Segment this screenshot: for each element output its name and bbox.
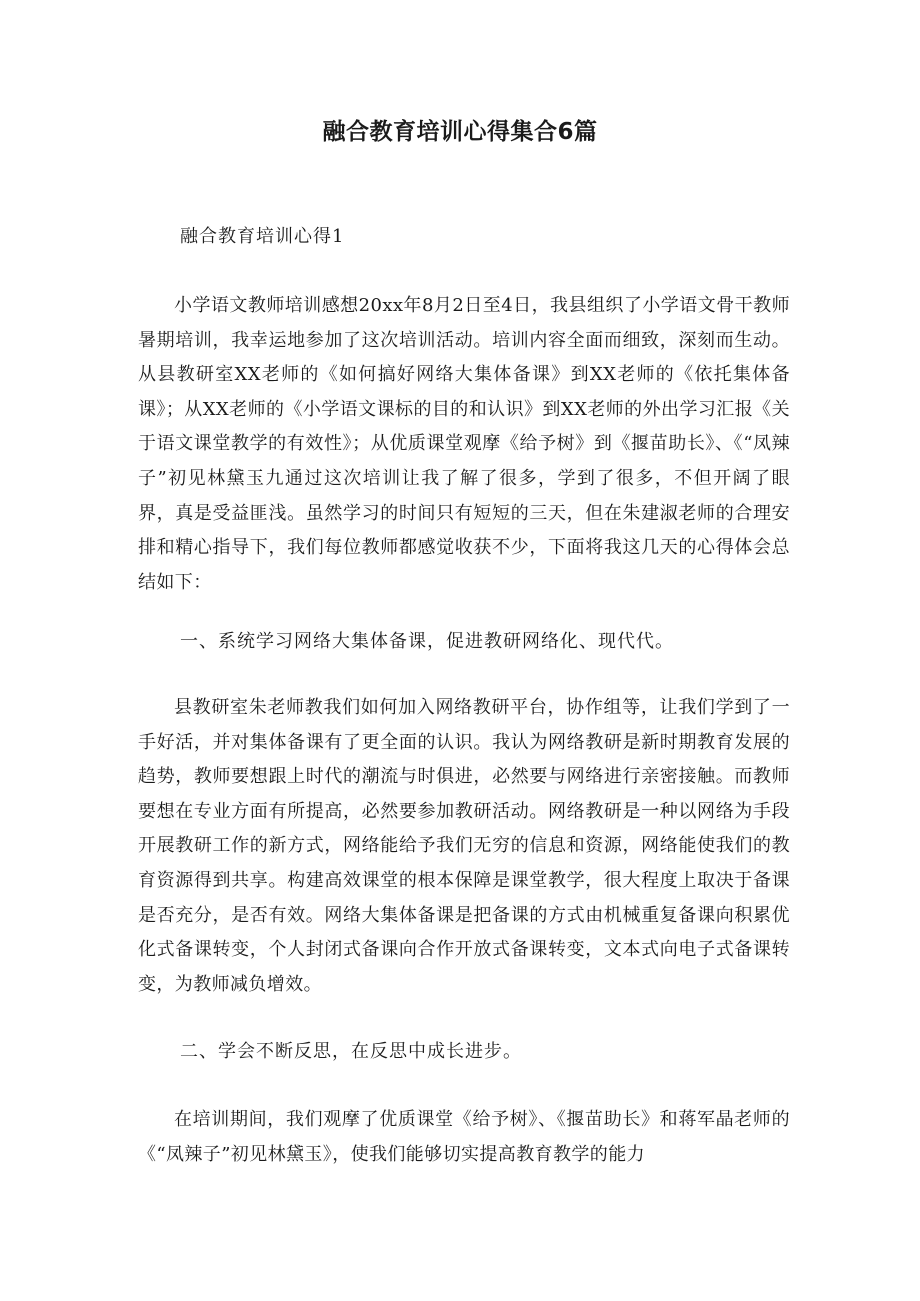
- heading-network-lesson-planning: 一、系统学习网络大集体备课，促进教研网络化、现代代。: [180, 631, 674, 652]
- paragraph-network-research: 县教研室朱老师教我们如何加入网络教研平台，协作组等，让我们学到了一手好活，并对集体备课有了更全面的认识。我认为网络教研是新时期教育发展的趋势，教师要想跟上时代的潮流与时俱进，必然要与网络进行亲密接触。而教师要想在专业方面有所提高，必然要参加教研活动。网络教研是一种以网络为手段开展教研工作的新方式，网络能给予我们无穷的信息和资源，网络能使我们的教育资源得到共享。构建高效课堂的根本保障是课堂教学，很大程度上取决于备课是否充分，是否有效。网络大集体备课是把备课的方式由机械重复备课向积累优化式备课转变，个人封闭式备课向合作开放式备课转变，文本式向电子式备课转变，为教师减负增效。: [138, 697, 790, 995]
- paragraph-training-observation: 在培训期间，我们观摩了优质课堂《给予树》、《揠苗助长》和蒋军晶老师的《“凤辣子”初见林黛玉》，使我们能够切实提高教育教学的能力: [138, 1109, 790, 1165]
- heading-reflection: 二、学会不断反思，在反思中成长进步。: [180, 1041, 522, 1062]
- paragraph-intro: 小学语文教师培训感想20xx年8月2日至4日，我县组织了小学语文骨干教师暑期培训，我幸运地参加了这次培训活动。培训内容全面而细致，深刻而生动。从县教研室XX老师的《如何搞好网络大集体备课》到XX老师的《依托集体备课》；从XX老师的《小学语文课标的目的和认识》到XX老师的外出学习汇报《关于语文课堂教学的有效性》；从优质课堂观摩《给予树》到《揠苗助长》、《“凤辣子”初见林黛玉九通过这次培训让我了解了很多，学到了很多，不但开阔了眼界，真是受益匪浅。虽然学习的时间只有短短的三天，但在朱建淑老师的合理安排和精心指导下，我们每位教师都感觉收获不少，下面将我这几天的心得体会总结如下：: [138, 295, 790, 593]
- document-title: 融合教育培训心得集合6篇: [322, 119, 598, 145]
- section-title: 融合教育培训心得1: [180, 226, 345, 247]
